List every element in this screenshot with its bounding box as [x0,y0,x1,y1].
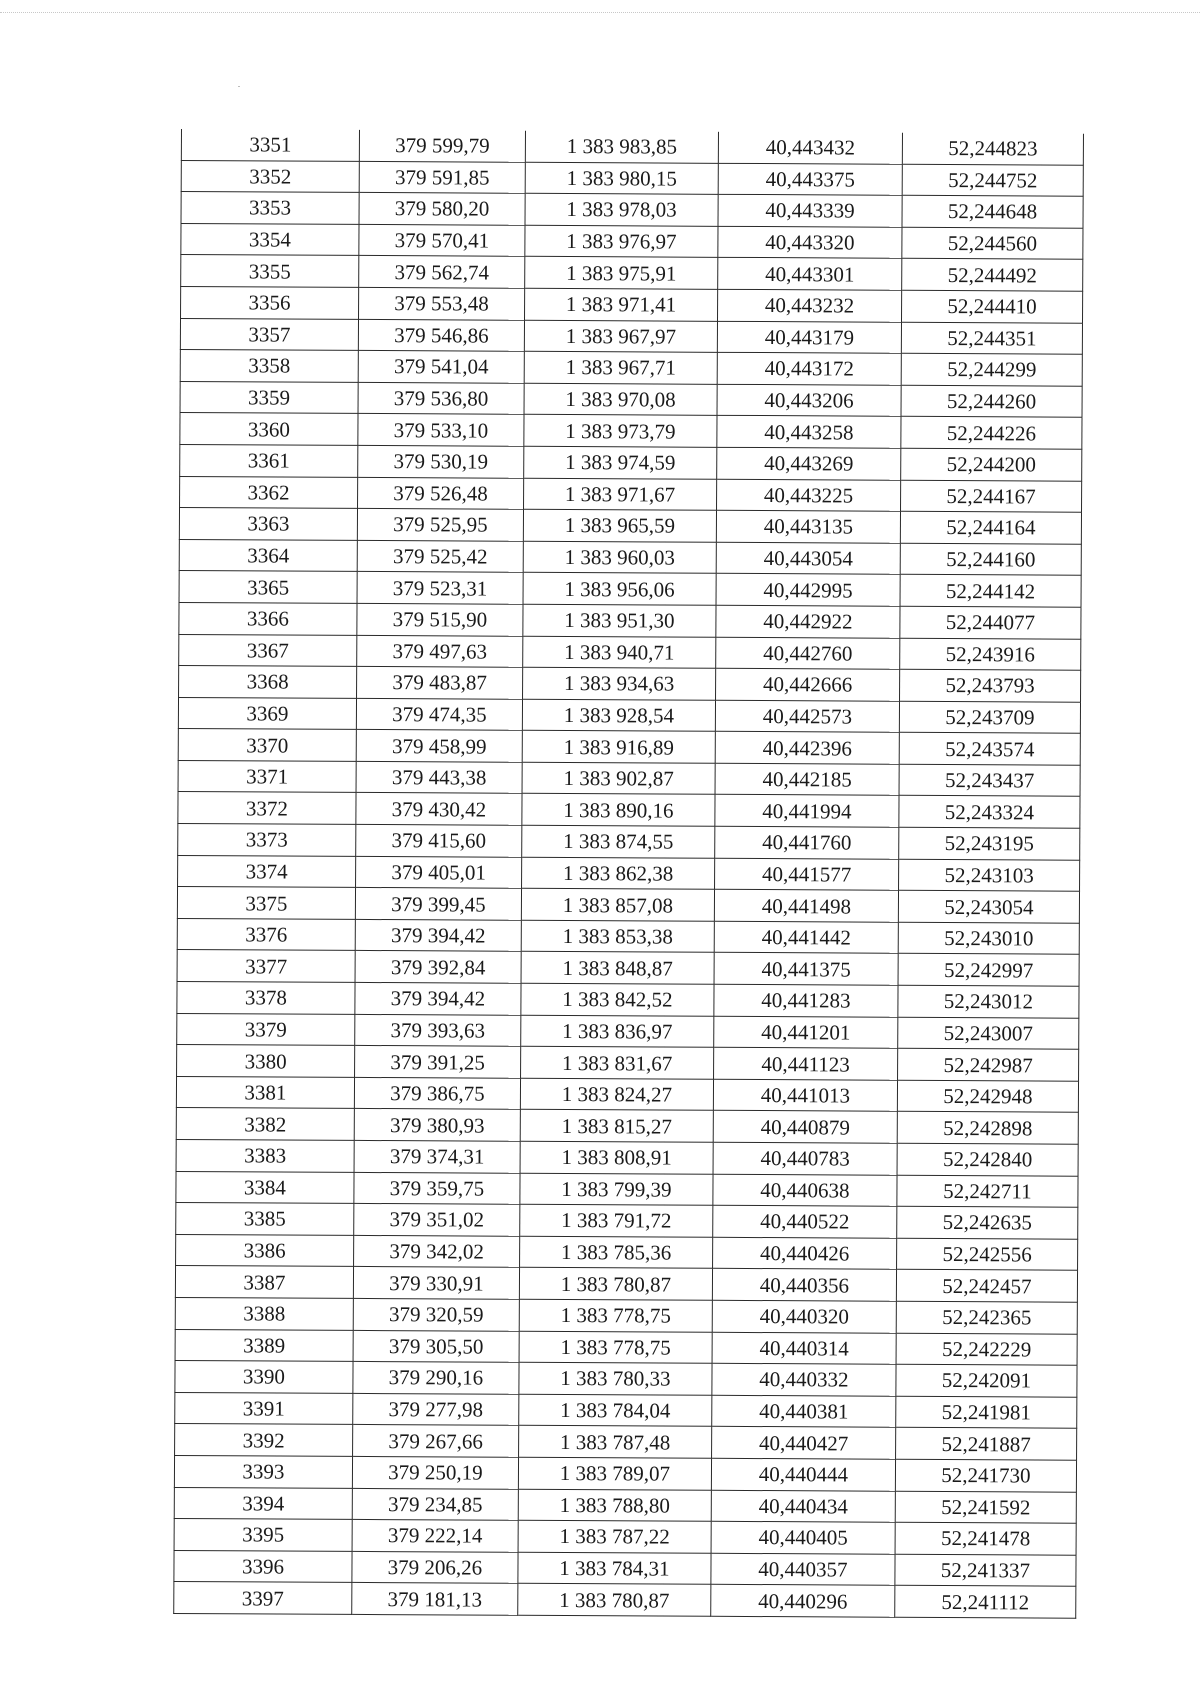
latitude-cell: 40,443269 [717,447,901,480]
table-row [177,918,1079,954]
point-number-cell: 3358 [180,350,358,383]
longitude-cell: 52,244823 [902,133,1083,165]
latitude-cell: 40,443339 [718,195,902,228]
point-number-cell: 3377 [177,950,355,983]
longitude-cell: 52,244351 [901,322,1082,355]
latitude-cell: 40,442760 [716,637,900,670]
y-coordinate-cell: 1 383 787,22 [518,1520,711,1553]
table-row [178,792,1080,828]
longitude-cell: 52,243324 [899,796,1080,829]
longitude-cell: 52,242987 [898,1048,1079,1081]
latitude-cell: 40,441760 [715,826,899,859]
point-number-cell: 3393 [174,1455,352,1488]
latitude-cell: 40,443432 [718,132,902,164]
x-coordinate-cell: 379 206,26 [352,1551,518,1583]
latitude-cell: 40,443301 [718,258,902,291]
longitude-cell: 52,243709 [899,701,1080,734]
latitude-cell: 40,442666 [716,668,900,701]
x-coordinate-cell: 379 305,50 [353,1330,519,1362]
x-coordinate-cell: 379 320,59 [353,1298,519,1330]
table-row [177,982,1079,1018]
document-page-body [173,129,1083,1619]
y-coordinate-cell: 1 383 780,33 [519,1362,712,1395]
latitude-cell: 40,440783 [713,1142,897,1175]
x-coordinate-cell: 379 553,48 [359,287,525,319]
y-coordinate-cell: 1 383 791,72 [520,1204,713,1237]
latitude-cell: 40,440320 [712,1300,896,1333]
point-number-cell: 3379 [177,1013,355,1046]
latitude-cell: 40,440357 [711,1553,895,1586]
longitude-cell: 52,243103 [899,859,1080,892]
point-number-cell: 3351 [181,129,359,161]
y-coordinate-cell: 1 383 973,79 [524,415,717,448]
point-number-cell: 3380 [177,1045,355,1078]
latitude-cell: 40,440638 [713,1174,897,1207]
table-row [180,413,1082,449]
point-number-cell: 3363 [179,508,357,541]
point-number-cell: 3367 [179,634,357,667]
table-row [174,1519,1076,1555]
y-coordinate-cell: 1 383 916,89 [522,731,715,764]
scan-speck [238,86,240,87]
y-coordinate-cell: 1 383 831,67 [521,1047,714,1080]
x-coordinate-cell: 379 267,66 [353,1425,519,1457]
longitude-cell: 52,242948 [897,1080,1078,1113]
x-coordinate-cell: 379 525,42 [357,540,523,572]
latitude-cell: 40,440444 [711,1458,895,1491]
point-number-cell: 3397 [174,1582,352,1615]
point-number-cell: 3374 [178,855,356,888]
table-row [176,1171,1078,1207]
y-coordinate-cell: 1 383 789,07 [518,1457,711,1490]
table-row [180,350,1082,386]
y-coordinate-cell: 1 383 940,71 [523,636,716,669]
x-coordinate-cell: 379 392,84 [355,951,521,983]
table-row [175,1361,1077,1397]
x-coordinate-cell: 379 515,90 [357,603,523,635]
x-coordinate-cell: 379 599,79 [359,130,525,162]
x-coordinate-cell: 379 380,93 [354,1109,520,1141]
y-coordinate-cell: 1 383 785,36 [520,1236,713,1269]
table-row [179,666,1081,702]
longitude-cell: 52,242635 [897,1206,1078,1239]
latitude-cell: 40,441013 [713,1079,897,1112]
point-number-cell: 3375 [177,887,355,920]
table-row [175,1424,1077,1460]
point-number-cell: 3383 [176,1139,354,1172]
y-coordinate-cell: 1 383 951,30 [523,604,716,637]
x-coordinate-cell: 379 386,75 [354,1077,520,1109]
x-coordinate-cell: 379 570,41 [359,224,525,256]
y-coordinate-cell: 1 383 983,85 [525,131,718,163]
y-coordinate-cell: 1 383 824,27 [520,1078,713,1111]
table-row [175,1297,1077,1333]
longitude-cell: 52,242457 [896,1270,1077,1303]
table-row [181,286,1083,322]
latitude-cell: 40,441201 [714,1016,898,1049]
latitude-cell: 40,443179 [717,321,901,354]
point-number-cell: 3370 [178,729,356,762]
longitude-cell: 52,244226 [901,417,1082,450]
x-coordinate-cell: 379 580,20 [359,193,525,225]
point-number-cell: 3357 [180,318,358,351]
y-coordinate-cell: 1 383 842,52 [521,983,714,1016]
table-row [178,760,1080,796]
x-coordinate-cell: 379 290,16 [353,1362,519,1394]
longitude-cell: 52,241478 [895,1522,1076,1555]
latitude-cell: 40,442995 [716,574,900,607]
x-coordinate-cell: 379 394,42 [355,982,521,1014]
point-number-cell: 3352 [181,160,359,193]
longitude-cell: 52,244200 [901,448,1082,481]
point-number-cell: 3385 [176,1203,354,1236]
point-number-cell: 3378 [177,982,355,1015]
y-coordinate-cell: 1 383 965,59 [523,509,716,542]
table-row [176,1139,1078,1175]
x-coordinate-cell: 379 483,87 [357,667,523,699]
point-number-cell: 3388 [175,1297,353,1330]
x-coordinate-cell: 379 374,31 [354,1140,520,1172]
table-row [177,1013,1079,1049]
y-coordinate-cell: 1 383 780,87 [519,1268,712,1301]
x-coordinate-cell: 379 393,63 [355,1014,521,1046]
latitude-cell: 40,440296 [711,1585,895,1618]
latitude-cell: 40,441375 [714,953,898,986]
x-coordinate-cell: 379 234,85 [352,1488,518,1520]
table-row [181,255,1083,291]
y-coordinate-cell: 1 383 980,15 [525,162,718,195]
longitude-cell: 52,241887 [896,1428,1077,1461]
latitude-cell: 40,443172 [717,352,901,385]
y-coordinate-cell: 1 383 815,27 [520,1110,713,1143]
longitude-cell: 52,242711 [897,1175,1078,1208]
latitude-cell: 40,443375 [718,163,902,196]
y-coordinate-cell: 1 383 784,31 [518,1552,711,1585]
x-coordinate-cell: 379 351,02 [354,1204,520,1236]
x-coordinate-cell: 379 181,13 [352,1583,518,1615]
y-coordinate-cell: 1 383 778,75 [519,1299,712,1332]
table-row [178,697,1080,733]
longitude-cell: 52,244492 [902,259,1083,292]
latitude-cell: 40,441123 [714,1048,898,1081]
table-row [176,1234,1078,1270]
latitude-cell: 40,440522 [713,1205,897,1238]
y-coordinate-cell: 1 383 778,75 [519,1331,712,1364]
y-coordinate-cell: 1 383 975,91 [525,257,718,290]
longitude-cell: 52,244752 [902,164,1083,197]
longitude-cell: 52,243010 [898,922,1079,955]
y-coordinate-cell: 1 383 967,71 [524,351,717,384]
x-coordinate-cell: 379 430,42 [356,793,522,825]
longitude-cell: 52,243012 [898,985,1079,1018]
longitude-cell: 52,241337 [895,1554,1076,1587]
point-number-cell: 3369 [178,697,356,730]
x-coordinate-cell: 379 497,63 [357,635,523,667]
latitude-cell: 40,441994 [715,795,899,828]
y-coordinate-cell: 1 383 902,87 [522,762,715,795]
y-coordinate-cell: 1 383 978,03 [525,193,718,226]
longitude-cell: 52,243195 [899,827,1080,860]
longitude-cell: 52,244164 [900,511,1081,544]
x-coordinate-cell: 379 394,42 [355,919,521,951]
point-number-cell: 3361 [180,444,358,477]
x-coordinate-cell: 379 405,01 [356,856,522,888]
point-number-cell: 3396 [174,1550,352,1583]
x-coordinate-cell: 379 342,02 [354,1235,520,1267]
point-number-cell: 3368 [179,666,357,699]
longitude-cell: 52,243793 [900,669,1081,702]
coordinates-table-body [174,129,1084,1618]
latitude-cell: 40,441283 [714,984,898,1017]
table-row [179,571,1081,607]
table-row [175,1266,1077,1302]
y-coordinate-cell: 1 383 853,38 [521,920,714,953]
latitude-cell: 40,440426 [713,1237,897,1270]
longitude-cell: 52,242997 [898,954,1079,987]
longitude-cell: 52,242091 [896,1364,1077,1397]
x-coordinate-cell: 379 526,48 [358,477,524,509]
y-coordinate-cell: 1 383 928,54 [522,699,715,732]
latitude-cell: 40,440879 [713,1111,897,1144]
table-row [176,1203,1078,1239]
table-row [181,192,1083,228]
table-row [180,381,1082,417]
y-coordinate-cell: 1 383 799,39 [520,1173,713,1206]
table-row [178,729,1080,765]
point-number-cell: 3373 [178,824,356,857]
latitude-cell: 40,440427 [712,1427,896,1460]
point-number-cell: 3366 [179,602,357,635]
point-number-cell: 3355 [181,255,359,288]
point-number-cell: 3387 [175,1266,353,1299]
y-coordinate-cell: 1 383 836,97 [521,1015,714,1048]
point-number-cell: 3372 [178,792,356,825]
table-row [181,129,1083,165]
point-number-cell: 3381 [176,1076,354,1109]
point-number-cell: 3362 [180,476,358,509]
point-number-cell: 3384 [176,1171,354,1204]
table-row [177,887,1079,923]
y-coordinate-cell: 1 383 787,48 [519,1426,712,1459]
x-coordinate-cell: 379 523,31 [357,572,523,604]
point-number-cell: 3389 [175,1329,353,1362]
point-number-cell: 3391 [175,1392,353,1425]
latitude-cell: 40,443206 [717,384,901,417]
latitude-cell: 40,440381 [712,1395,896,1428]
y-coordinate-cell: 1 383 874,55 [522,825,715,858]
x-coordinate-cell: 379 530,19 [358,445,524,477]
latitude-cell: 40,440434 [711,1490,895,1523]
table-row [178,824,1080,860]
point-number-cell: 3395 [174,1519,352,1552]
longitude-cell: 52,244648 [902,195,1083,228]
y-coordinate-cell: 1 383 808,91 [520,1141,713,1174]
longitude-cell: 52,244167 [901,480,1082,513]
x-coordinate-cell: 379 541,04 [358,351,524,383]
longitude-cell: 52,244077 [900,606,1081,639]
table-row [178,855,1080,891]
y-coordinate-cell: 1 383 960,03 [523,541,716,574]
y-coordinate-cell: 1 383 780,87 [518,1584,711,1617]
point-number-cell: 3371 [178,760,356,793]
x-coordinate-cell: 379 330,91 [353,1267,519,1299]
longitude-cell: 52,241592 [895,1491,1076,1524]
point-number-cell: 3353 [181,192,359,225]
point-number-cell: 3356 [181,286,359,319]
longitude-cell: 52,243054 [898,891,1079,924]
longitude-cell: 52,243574 [899,733,1080,766]
table-row [181,223,1083,259]
longitude-cell: 52,241981 [896,1396,1077,1429]
longitude-cell: 52,244410 [902,290,1083,323]
latitude-cell: 40,443232 [718,289,902,322]
table-row [174,1582,1076,1618]
latitude-cell: 40,443054 [716,542,900,575]
table-row [174,1455,1076,1491]
latitude-cell: 40,442396 [715,732,899,765]
point-number-cell: 3376 [177,918,355,951]
longitude-cell: 52,244260 [901,385,1082,418]
x-coordinate-cell: 379 359,75 [354,1172,520,1204]
x-coordinate-cell: 379 250,19 [352,1456,518,1488]
x-coordinate-cell: 379 536,80 [358,382,524,414]
x-coordinate-cell: 379 525,95 [357,509,523,541]
latitude-cell: 40,440332 [712,1363,896,1396]
x-coordinate-cell: 379 562,74 [359,256,525,288]
x-coordinate-cell: 379 222,14 [352,1520,518,1552]
longitude-cell: 52,244299 [901,353,1082,386]
latitude-cell: 40,443225 [717,479,901,512]
y-coordinate-cell: 1 383 857,08 [521,889,714,922]
point-number-cell: 3365 [179,571,357,604]
latitude-cell: 40,443320 [718,226,902,259]
longitude-cell: 52,242898 [897,1112,1078,1145]
y-coordinate-cell: 1 383 971,67 [524,478,717,511]
table-row [176,1108,1078,1144]
table-row [179,539,1081,575]
point-number-cell: 3359 [180,381,358,414]
point-number-cell: 3354 [181,223,359,256]
table-row [181,160,1083,196]
table-row [174,1487,1076,1523]
y-coordinate-cell: 1 383 976,97 [525,225,718,258]
y-coordinate-cell: 1 383 788,80 [518,1489,711,1522]
x-coordinate-cell: 379 277,98 [353,1393,519,1425]
y-coordinate-cell: 1 383 862,38 [522,857,715,890]
latitude-cell: 40,440356 [712,1269,896,1302]
x-coordinate-cell: 379 399,45 [355,888,521,920]
longitude-cell: 52,242229 [896,1333,1077,1366]
y-coordinate-cell: 1 383 784,04 [519,1394,712,1427]
latitude-cell: 40,441442 [714,921,898,954]
table-row [176,1076,1078,1112]
latitude-cell: 40,440314 [712,1332,896,1365]
latitude-cell: 40,443258 [717,416,901,449]
latitude-cell: 40,442573 [715,700,899,733]
longitude-cell: 52,244142 [900,575,1081,608]
y-coordinate-cell: 1 383 934,63 [523,667,716,700]
coordinates-table [173,129,1084,1619]
x-coordinate-cell: 379 443,38 [356,761,522,793]
table-row [179,508,1081,544]
point-number-cell: 3364 [179,539,357,572]
longitude-cell: 52,243437 [899,764,1080,797]
y-coordinate-cell: 1 383 890,16 [522,794,715,827]
table-row [175,1392,1077,1428]
longitude-cell: 52,244560 [902,227,1083,260]
table-row [174,1550,1076,1586]
table-row [177,1045,1079,1081]
point-number-cell: 3360 [180,413,358,446]
longitude-cell: 52,242840 [897,1143,1078,1176]
longitude-cell: 52,243007 [898,1017,1079,1050]
table-row [177,950,1079,986]
point-number-cell: 3394 [174,1487,352,1520]
latitude-cell: 40,443135 [716,510,900,543]
x-coordinate-cell: 379 474,35 [356,698,522,730]
y-coordinate-cell: 1 383 971,41 [525,288,718,321]
latitude-cell: 40,442922 [716,605,900,638]
x-coordinate-cell: 379 458,99 [356,730,522,762]
latitude-cell: 40,440405 [711,1521,895,1554]
y-coordinate-cell: 1 383 848,87 [521,952,714,985]
point-number-cell: 3392 [175,1424,353,1457]
y-coordinate-cell: 1 383 967,97 [524,320,717,353]
table-row [179,634,1081,670]
y-coordinate-cell: 1 383 956,06 [523,573,716,606]
table-row [180,476,1082,512]
latitude-cell: 40,441577 [715,858,899,891]
latitude-cell: 40,442185 [715,763,899,796]
x-coordinate-cell: 379 415,60 [356,824,522,856]
y-coordinate-cell: 1 383 974,59 [524,446,717,479]
table-row [179,602,1081,638]
point-number-cell: 3382 [176,1108,354,1141]
table-row [180,318,1082,354]
x-coordinate-cell: 379 533,10 [358,414,524,446]
y-coordinate-cell: 1 383 970,08 [524,383,717,416]
longitude-cell: 52,241730 [895,1459,1076,1492]
scan-top-edge [0,12,1200,13]
longitude-cell: 52,243916 [900,638,1081,671]
x-coordinate-cell: 379 591,85 [359,161,525,193]
x-coordinate-cell: 379 546,86 [358,319,524,351]
table-row [175,1329,1077,1365]
x-coordinate-cell: 379 391,25 [355,1046,521,1078]
point-number-cell: 3386 [176,1234,354,1267]
longitude-cell: 52,241112 [895,1586,1076,1619]
table-row [180,444,1082,480]
point-number-cell: 3390 [175,1361,353,1394]
longitude-cell: 52,242556 [897,1238,1078,1271]
longitude-cell: 52,244160 [900,543,1081,576]
latitude-cell: 40,441498 [714,890,898,923]
longitude-cell: 52,242365 [896,1301,1077,1334]
